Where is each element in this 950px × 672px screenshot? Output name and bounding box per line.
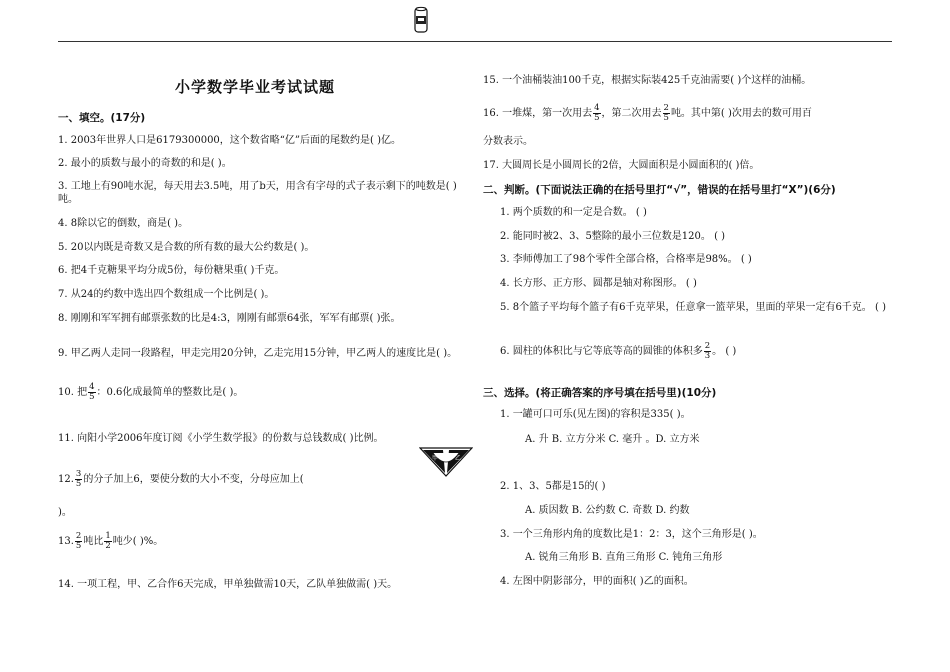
fraction-4-5: $\frac{4}{5}$ bbox=[89, 382, 95, 402]
judgement-5: 5. 8个篮子平均每个篮子有6千克苹果，任意拿一篮苹果，里面的苹果一定有6千克。 ( ) bbox=[500, 302, 886, 313]
question-17: 17. 大圆周长是小圆周长的2倍，大圆面积是小圆面积的( )倍。 bbox=[483, 160, 760, 171]
q13-prefix: 13. bbox=[58, 536, 74, 547]
judgement-6 bbox=[500, 342, 736, 361]
question-5: 5. 20以内既是奇数又是合数的所有数的最大公约数是( )。 bbox=[58, 242, 315, 253]
q13-middle: 吨比 bbox=[83, 536, 104, 547]
q13-suffix: 吨少( )%。 bbox=[112, 536, 164, 547]
shaded-area-triangle-icon bbox=[419, 447, 473, 477]
page-title: 小学数学毕业考试试题 bbox=[175, 78, 336, 96]
section1-heading: 一、填空。(17分) bbox=[58, 112, 146, 124]
choice-2: 2. 1、3、5都是15的( ) bbox=[500, 481, 606, 492]
fraction-3-5: $\frac{3}{5}$ bbox=[75, 469, 82, 489]
question-11: 11. 向阳小学2006年度订阅《小学生数学报》的份数与总钱数成( )比例。 bbox=[58, 433, 384, 444]
question-12 bbox=[58, 470, 304, 489]
fraction-1-2: $\frac{1}{2}$ bbox=[105, 531, 111, 551]
question-13 bbox=[58, 532, 163, 551]
question-16-tail: 分数表示。 bbox=[483, 136, 533, 147]
fraction-2-5: $\frac{2}{5}$ bbox=[663, 103, 669, 123]
section2-heading: 二、判断。(下面说法正确的在括号里打“√”，错误的在括号里打“X”)(6分) bbox=[483, 184, 836, 196]
fraction-4-5: $\frac{4}{5}$ bbox=[594, 103, 600, 123]
q16-part-a: 16. 一堆煤，第一次用去 bbox=[483, 108, 593, 119]
q16-part-c: 吨。其中第( )次用去的数可用百 bbox=[670, 108, 812, 119]
question-2: 2. 最小的质数与最小的奇数的和是( )。 bbox=[58, 158, 232, 169]
j6-suffix: 。 ( ) bbox=[712, 346, 737, 357]
question-10 bbox=[58, 383, 243, 402]
fraction-2-5: $\frac{2}{5}$ bbox=[75, 531, 82, 551]
choice-1: 1. 一罐可口可乐(见左图)的容积是335( )。 bbox=[500, 409, 691, 420]
choice-1-options: A. 升 B. 立方分米 C. 毫升 。D. 立方米 bbox=[525, 434, 700, 445]
header-rule bbox=[58, 41, 892, 42]
question-6: 6. 把4千克糖果平均分成5份，每份糖果重( )千克。 bbox=[58, 265, 285, 276]
q16-part-b: ，第二次用去 bbox=[601, 108, 662, 119]
question-12-tail: )。 bbox=[58, 507, 72, 518]
choice-2-options: A. 质因数 B. 公约数 C. 奇数 D. 约数 bbox=[525, 505, 690, 516]
judgement-1: 1. 两个质数的和一定是合数。 ( ) bbox=[500, 207, 647, 218]
q12-prefix: 12. bbox=[58, 474, 74, 485]
q12-suffix: 的分子加上6，要使分数的大小不变，分母应加上( bbox=[83, 474, 304, 485]
fraction-2-3: $\frac{2}{3}$ bbox=[704, 341, 711, 361]
q10-suffix: ：0.6化成最简单的整数比是( )。 bbox=[96, 387, 244, 398]
j6-prefix: 6. 圆柱的体积比与它等底等高的圆锥的体积多 bbox=[500, 346, 703, 357]
judgement-3: 3. 李师傅加工了98个零件全部合格，合格率是98%。 ( ) bbox=[500, 254, 752, 265]
question-1: 1. 2003年世界人口是6179300000，这个数省略“亿”后面的尾数约是( )亿。 bbox=[58, 135, 401, 146]
question-8: 8. 刚刚和军军拥有邮票张数的比是4:3，刚刚有邮票64张，军军有邮票( )张。 bbox=[58, 313, 401, 324]
question-4: 4. 8除以它的倒数，商是( )。 bbox=[58, 218, 189, 229]
section3-heading: 三、选择。(将正确答案的序号填在括号里)(10分) bbox=[483, 387, 717, 399]
svg-text:甲: 甲 bbox=[432, 455, 439, 462]
choice-3-options: A. 锐角三角形 B. 直角三角形 C. 钝角三角形 bbox=[525, 552, 723, 563]
q10-prefix: 10. 把 bbox=[58, 387, 88, 398]
svg-text:乙: 乙 bbox=[455, 455, 462, 462]
question-3: 3. 工地上有90吨水泥，每天用去3.5吨，用了b天，用含有字母的式子表示剩下的吨数是( )吨。 bbox=[58, 181, 457, 205]
question-7: 7. 从24的约数中选出四个数组成一个比例是( )。 bbox=[58, 289, 275, 300]
judgement-2: 2. 能同时被2、3、5整除的最小三位数是120。 ( ) bbox=[500, 231, 726, 242]
choice-4: 4. 左图中阴影部分，甲的面积( )乙的面积。 bbox=[500, 576, 694, 587]
question-14: 14. 一项工程，甲、乙合作6天完成，甲单独做需10天，乙队单独做需( )天。 bbox=[58, 579, 398, 590]
question-9: 9. 甲乙两人走同一段路程，甲走完用20分钟，乙走完用15分钟，甲乙两人的速度比是( )。 bbox=[58, 348, 458, 359]
question-15: 15. 一个油桶装油100千克，根据实际装425千克油需要( )个这样的油桶。 bbox=[483, 75, 812, 86]
judgement-4: 4. 长方形、正方形、圆都是轴对称图形。 ( ) bbox=[500, 278, 697, 289]
question-16 bbox=[483, 104, 812, 123]
drink-can-icon bbox=[414, 6, 428, 34]
choice-3: 3. 一个三角形内角的度数比是1：2：3，这个三角形是( )。 bbox=[500, 529, 763, 540]
